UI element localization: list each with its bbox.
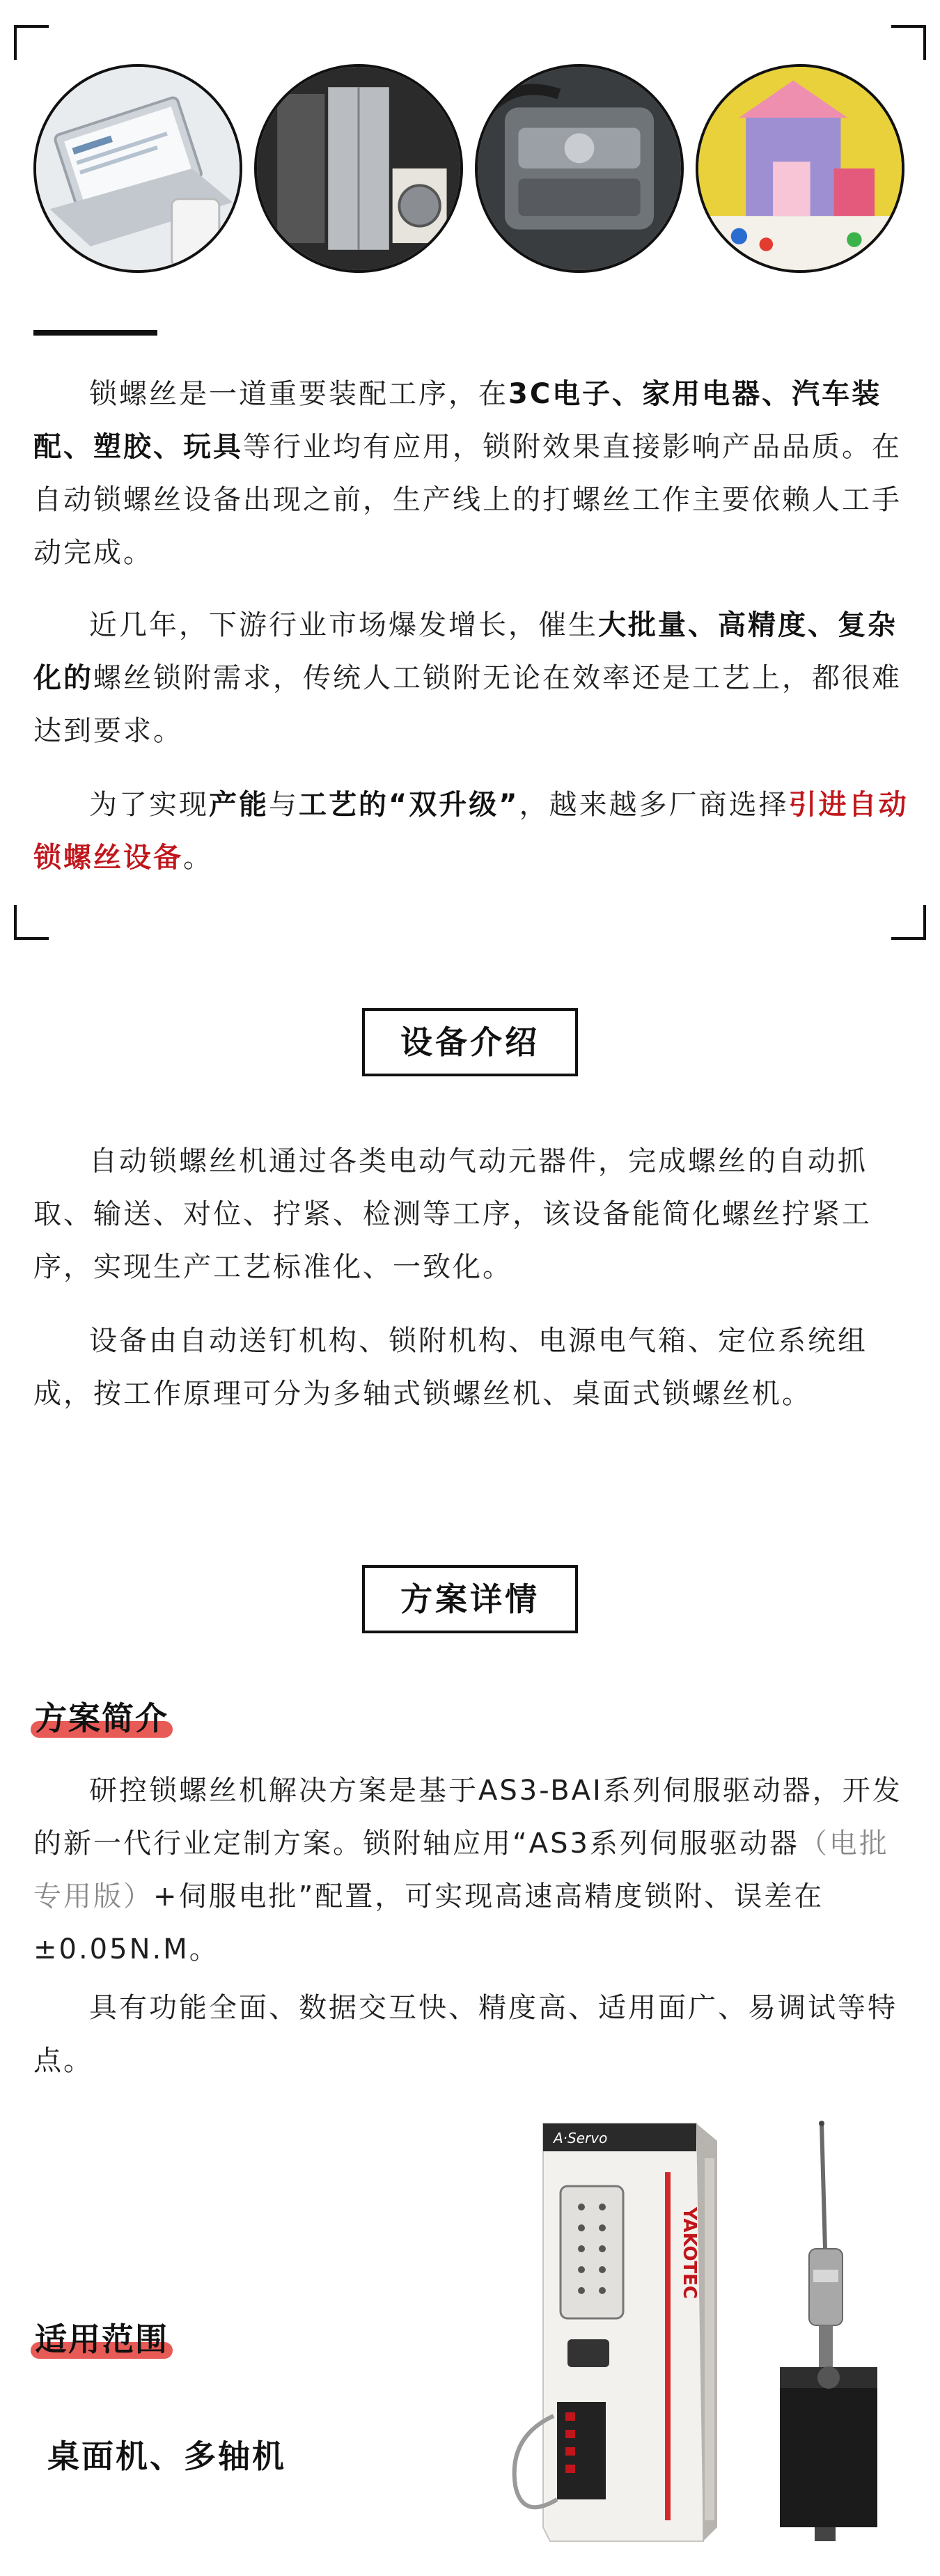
corner-top-right xyxy=(891,25,926,60)
appliances-icon xyxy=(254,64,463,273)
corner-bottom-right xyxy=(891,905,926,940)
corner-top-left xyxy=(14,25,49,60)
laptop-icon xyxy=(33,64,242,273)
scope-text: 桌面机、多轴机 xyxy=(47,2437,286,2475)
product-image xyxy=(487,2110,919,2555)
intro-paragraph-3: 为了实现产能与工艺的“双升级”，越来越多厂商选择引进自动锁螺丝设备。 xyxy=(33,789,909,874)
toy-icon xyxy=(696,64,904,273)
solution-paragraph-1: 研控锁螺丝机解决方案是基于AS3-BAI系列伺服驱动器，开发的新一代行业定制方案。锁附轴应用“AS3系列伺服驱动器（电批专用版）+伺服电批”配置，可实现高速高精度锁附、误差在±0.05N.M。 xyxy=(33,1775,902,1965)
series-label: A·Servo xyxy=(554,2130,608,2146)
solution-title: 方案详情 xyxy=(362,1565,578,1633)
equipment-title: 设备介绍 xyxy=(362,1008,578,1076)
equipment-paragraph-1: 自动锁螺丝机通过各类电动气动元器件，完成螺丝的自动抓取、输送、对位、拧紧、检测等工序，该设备能简化螺丝拧紧工序，实现生产工艺标准化、一致化。 xyxy=(33,1145,872,1283)
intro-paragraph-1: 锁螺丝是一道重要装配工序，在3C电子、家用电器、汽车装配、塑胶、玩具等行业均有应用，锁附效果直接影响产品品质。在自动锁螺丝设备出现之前，生产线上的打螺丝工作主要依赖人工手动完成。 xyxy=(33,378,902,569)
divider-bar xyxy=(33,330,157,336)
corner-bottom-left xyxy=(14,905,49,940)
engine-icon xyxy=(475,64,684,273)
scope-tag: 适用范围 xyxy=(35,2318,169,2360)
brand-label: YAKOTEC xyxy=(679,2207,700,2300)
solution-paragraph-2: 具有功能全面、数据交互快、精度高、适用面广、易调试等特点。 xyxy=(33,1992,898,2077)
solution-intro-tag: 方案简介 xyxy=(35,1697,169,1739)
intro-paragraph-2: 近几年，下游行业市场爆发增长，催生大批量、高精度、复杂化的螺丝锁附需求，传统人工锁附无论在效率还是工艺上，都很难达到要求。 xyxy=(33,609,902,747)
equipment-paragraph-2: 设备由自动送钉机构、锁附机构、电源电气箱、定位系统组成，按工作原理可分为多轴式锁螺丝机、桌面式锁螺丝机。 xyxy=(33,1325,868,1410)
